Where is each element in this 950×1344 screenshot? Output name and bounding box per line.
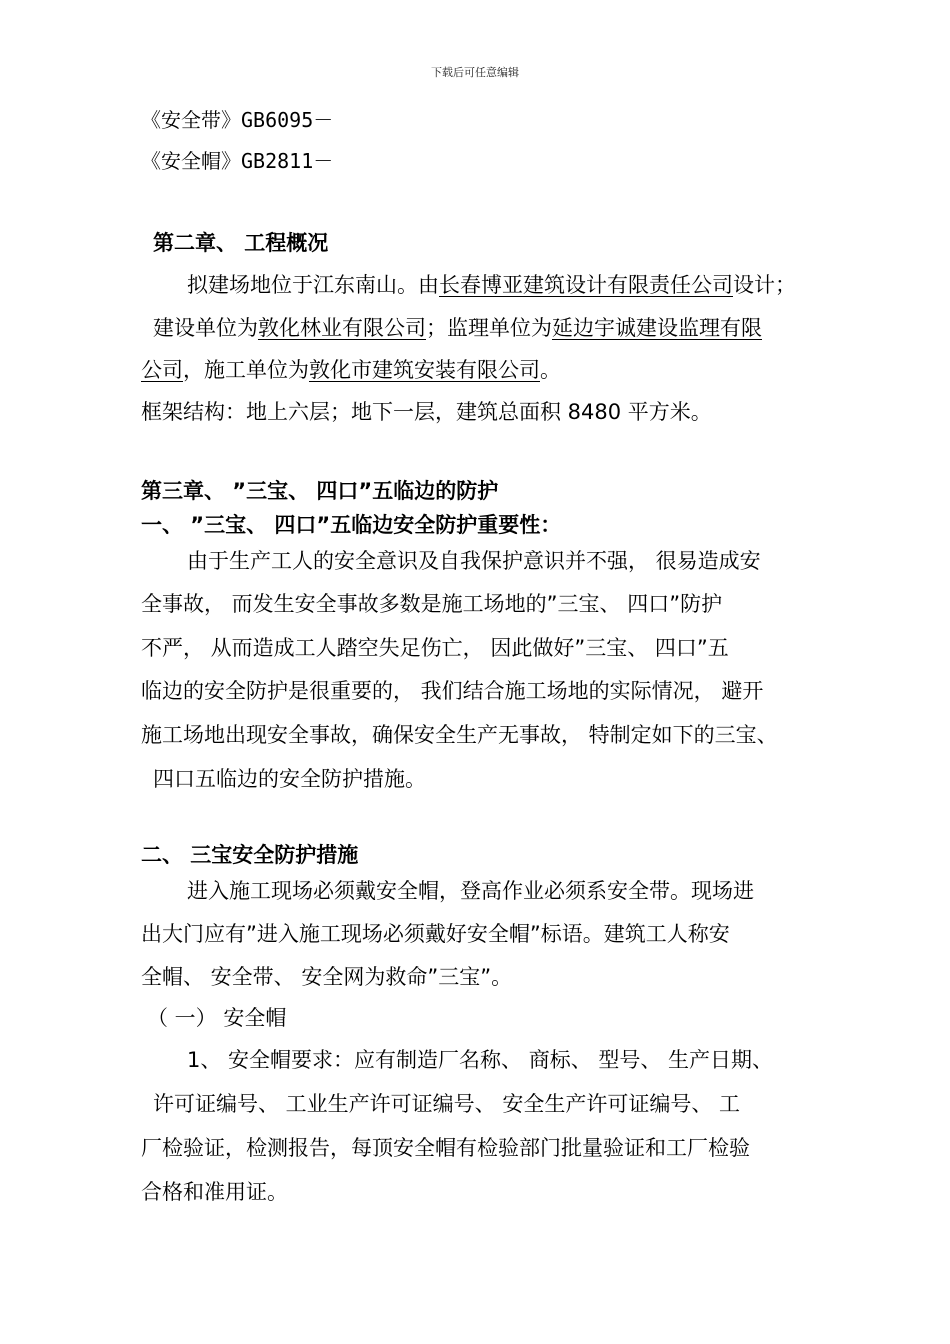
text-run: 设计；: [733, 273, 796, 297]
owner-company: 敦化林业有限公司: [258, 316, 426, 340]
section2-line-2: 出大门应有”进入施工现场必须戴好安全帽”标语。建筑工人称安: [141, 922, 730, 946]
section1-title: 一、 ”三宝、 四口”五临边安全防护重要性：: [141, 513, 562, 537]
text-run: 拟建场地位于江东南山。由: [187, 273, 439, 297]
chapter2-paragraph-line-2: [153, 314, 762, 342]
contractor-company: 敦化市建筑安装有限公司: [309, 358, 540, 382]
chapter2-paragraph-line-3: [141, 356, 561, 384]
helmet-line-1: 1、 安全帽要求：应有制造厂名称、 商标、 型号、 生产日期、: [187, 1048, 774, 1072]
section1-line-3: 不严， 从而造成工人踏空失足伤亡， 因此做好”三宝、 四口”五: [141, 636, 729, 660]
standard-line-2: 《安全帽》GB2811－: [141, 149, 334, 173]
standard-line-1: 《安全带》GB6095－: [141, 108, 334, 132]
page-header: 下载后可任意编辑: [431, 66, 519, 79]
helmet-line-4: 合格和准用证。: [141, 1180, 288, 1204]
helmet-line-2: 许可证编号、 工业生产许可证编号、 安全生产许可证编号、 工: [153, 1092, 741, 1116]
text-run: 。: [540, 358, 561, 382]
section2-title: 二、 三宝安全防护措施: [141, 843, 359, 867]
section1-line-2: 全事故， 而发生安全事故多数是施工场地的”三宝、 四口”防护: [141, 592, 723, 616]
chapter2-structure-line: 框架结构：地上六层；地下一层，建筑总面积 8480 平方米。: [141, 400, 712, 424]
text-run: ；监理单位为: [426, 316, 552, 340]
section2-line-3: 全帽、 安全带、 安全网为救命”三宝”。: [141, 965, 513, 989]
chapter2-paragraph-line-1: [187, 271, 796, 299]
text-run: 建设单位为: [153, 316, 258, 340]
chapter3-title: 第三章、 ”三宝、 四口”五临边的防护: [141, 479, 499, 503]
supervisor-company-cont: 公司: [141, 358, 183, 382]
designer-company: 长春博亚建筑设计有限责任公司: [439, 273, 733, 297]
section1-line-1: 由于生产工人的安全意识及自我保护意识并不强， 很易造成安: [187, 549, 761, 573]
section2-line-1: 进入施工现场必须戴安全帽，登高作业必须系安全带。现场进: [187, 879, 754, 903]
text-run: ，施工单位为: [183, 358, 309, 382]
section1-line-6: 四口五临边的安全防护措施。: [153, 767, 426, 791]
section1-line-5: 施工场地出现安全事故，确保安全生产无事故， 特制定如下的三宝、: [141, 723, 778, 747]
subsection-helmet-title: （ 一） 安全帽: [147, 1006, 287, 1030]
supervisor-company: 延边宇诚建设监理有限: [552, 316, 762, 340]
chapter2-title: 第二章、 工程概况: [153, 231, 329, 255]
helmet-line-3: 厂检验证，检测报告，每顶安全帽有检验部门批量验证和工厂检验: [141, 1136, 750, 1160]
section1-line-4: 临边的安全防护是很重要的， 我们结合施工场地的实际情况， 避开: [141, 679, 764, 703]
